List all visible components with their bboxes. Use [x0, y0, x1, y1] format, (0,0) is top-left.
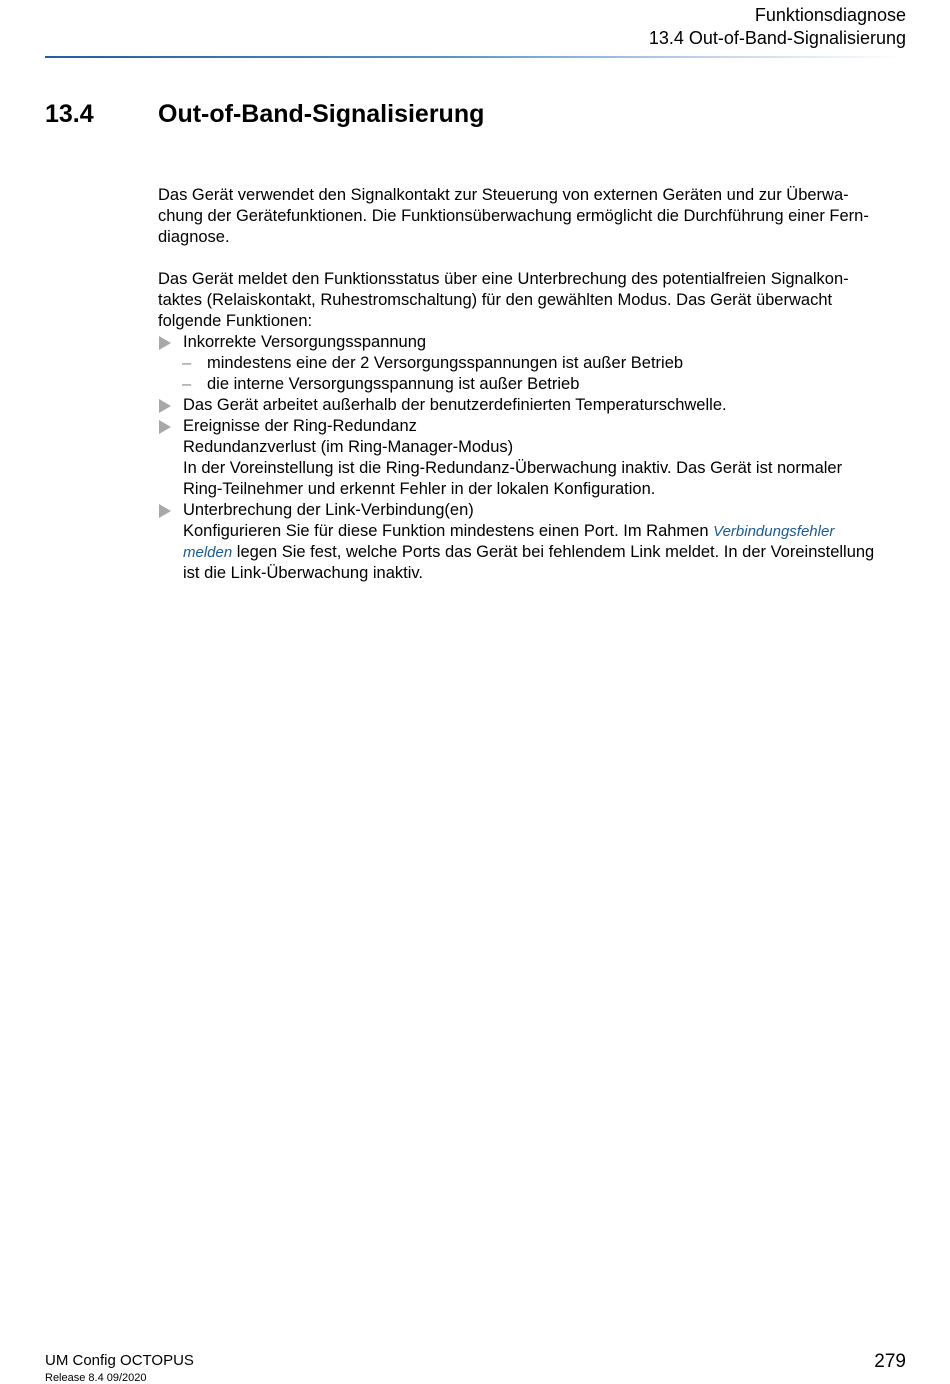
- running-header-chapter: Funktionsdiagnose: [754, 5, 906, 25]
- list-item-text: In der Voreinstellung ist die Ring-Redundanz-Überwachung inaktiv. Das Gerät ist normaler: [183, 459, 843, 477]
- list-item: [158, 416, 910, 500]
- text-fragment: legen Sie fest, welche Ports das Gerät bei fehlendem Link meldet. In der Voreinstellung: [232, 543, 875, 561]
- sub-list-item: [158, 353, 910, 374]
- list-item: [158, 332, 910, 353]
- text-line: Das Gerät meldet den Funktionsstatus über eine Unterbrechung des potentialfreien Signalkon-: [158, 270, 849, 288]
- list-item-text: Ring-Teilnehmer und erkennt Fehler in der lokalen Konfiguration.: [183, 480, 656, 498]
- footer-release: Release 8.4 09/2020: [45, 1372, 147, 1384]
- text-fragment: Konfigurieren Sie für diese Funktion mindestens einen Port. Im Rahmen: [183, 522, 714, 540]
- text-line: taktes (Relaiskontakt, Ruhestromschaltung) für den gewählten Modus. Das Gerät überwacht: [158, 291, 833, 309]
- paragraph-intro: [158, 185, 910, 248]
- sub-list-item: [158, 374, 910, 395]
- sub-list-item-text: mindestens eine der 2 Versorgungsspannungen ist außer Betrieb: [207, 354, 684, 372]
- list-item-text: [183, 521, 910, 542]
- cross-reference-link-continued[interactable]: melden: [183, 544, 233, 561]
- running-header-section: 13.4 Out-of-Band-Signalisierung: [648, 28, 906, 48]
- list-item: [158, 500, 910, 584]
- list-item-text: ist die Link-Überwachung inaktiv.: [183, 564, 423, 582]
- sub-list-item-text: die interne Versorgungsspannung ist außer Betrieb: [207, 375, 580, 393]
- bullet-triangle-icon: [159, 336, 171, 350]
- list-item-title: Unterbrechung der Link-Verbindung(en): [183, 501, 474, 519]
- text-line: folgende Funktionen:: [158, 312, 313, 330]
- list-item-title: Das Gerät arbeitet außerhalb der benutzerdefinierten Temperaturschwelle.: [183, 396, 727, 414]
- paragraph-status: [158, 269, 910, 332]
- footer-document-title: UM Config OCTOPUS: [45, 1352, 194, 1369]
- monitored-functions-list: [158, 332, 910, 584]
- bullet-triangle-icon: [159, 420, 171, 434]
- list-item-title: Ereignisse der Ring-Redundanz: [183, 417, 417, 435]
- header-rule: [45, 56, 903, 58]
- list-item: [158, 395, 910, 416]
- list-item-title: Inkorrekte Versorgungsspannung: [183, 333, 427, 351]
- text-line: diagnose.: [158, 228, 230, 246]
- cross-reference-link[interactable]: Verbindungsfehler: [713, 523, 835, 540]
- bullet-triangle-icon: [159, 399, 171, 413]
- list-item-text: Redundanzverlust (im Ring-Manager-Modus): [183, 438, 514, 456]
- page-number: 279: [874, 1351, 906, 1372]
- bullet-triangle-icon: [159, 504, 171, 518]
- body-text: [158, 185, 910, 584]
- text-line: Das Gerät verwendet den Signalkontakt zur Steuerung von externen Geräten und zur Überwa-: [158, 186, 849, 204]
- section-number: 13.4: [45, 100, 94, 128]
- list-item-text: [183, 542, 910, 563]
- dash-bullet-icon: –: [182, 354, 192, 372]
- text-line: chung der Gerätefunktionen. Die Funktionsüberwachung ermöglicht die Durchführung einer Fern-: [158, 207, 869, 225]
- section-title: Out-of-Band-Signalisierung: [158, 100, 485, 128]
- dash-bullet-icon: –: [182, 375, 192, 393]
